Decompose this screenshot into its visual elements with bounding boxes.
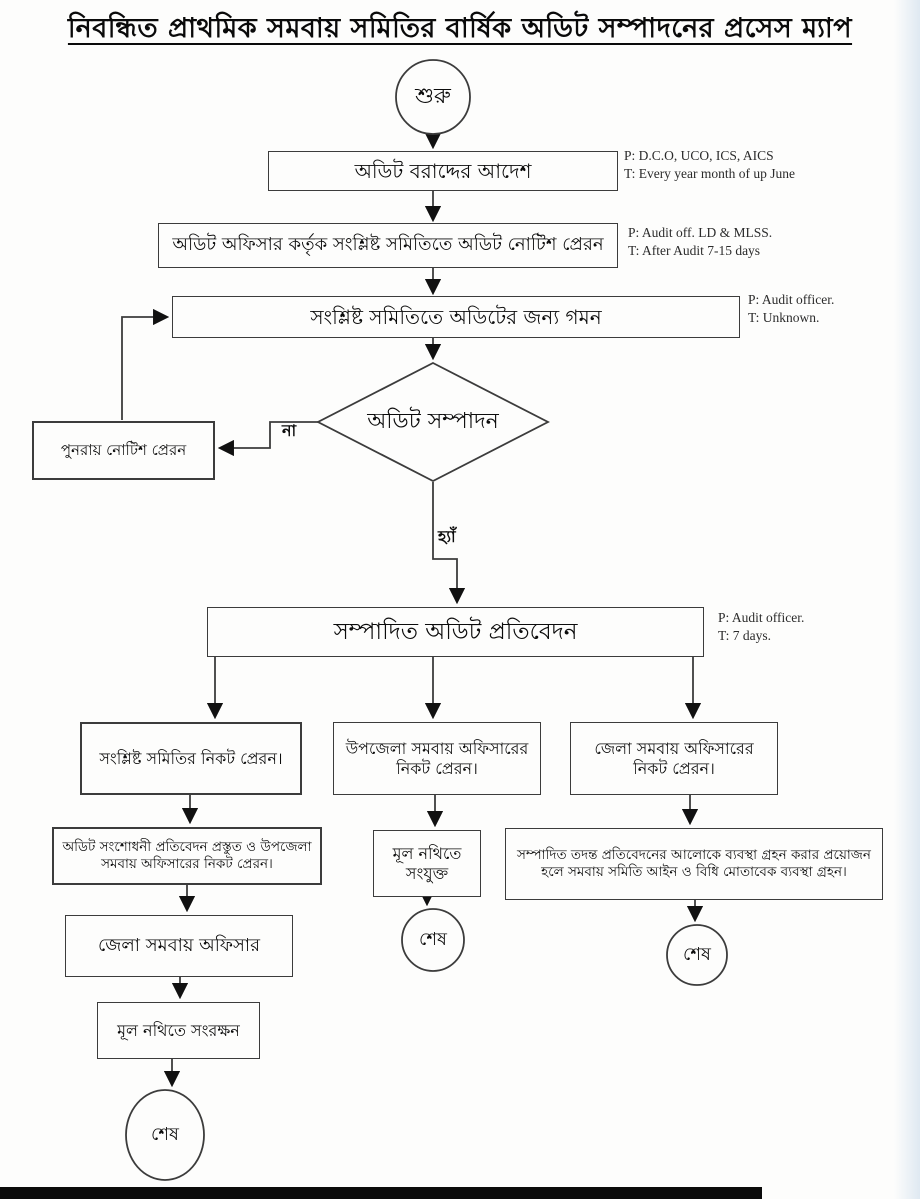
annotation-audit-order	[624, 147, 795, 183]
box-send-to-upazila: উপজেলা সমবায় অফিসারের নিকট প্রেরন।	[333, 722, 541, 795]
edge-label-yes: হ্যাঁ	[438, 527, 456, 546]
annotation-audit-report-p: P: Audit officer.	[718, 610, 805, 625]
box-send-to-district: জেলা সমবায় অফিসারের নিকট প্রেরন।	[570, 722, 778, 795]
annotation-audit-notice	[628, 224, 772, 260]
end-terminator-mid: শেষ	[419, 928, 447, 950]
decision-audit-done: অডিট সম্পাদন	[367, 408, 499, 434]
box-resend-notice: পুনরায় নোটিশ প্রেরন	[32, 421, 215, 480]
edge-label-no: না	[282, 421, 297, 440]
annotation-go-for-audit-t: T: Unknown.	[748, 310, 820, 326]
annotation-go-for-audit-p: P: Audit officer.	[748, 292, 835, 307]
annotation-audit-notice-t: T: After Audit 7-15 days	[628, 243, 761, 259]
end-terminator-left: শেষ	[151, 1123, 179, 1145]
page-title: নিবন্ধিত প্রাথমিক সমবায় সমিতির বার্ষিক অডিট সম্পাদনের প্রসেস ম্যাপ	[67, 13, 853, 44]
annotation-audit-order-p: P: D.C.O, UCO, ICS, AICS	[624, 148, 774, 163]
box-audit-order: অডিট বরাদ্দের আদেশ	[268, 151, 618, 191]
box-district-officer: জেলা সমবায় অফিসার	[65, 915, 293, 977]
annotation-audit-notice-p: P: Audit off. LD & MLSS.	[628, 225, 773, 240]
end-terminator-right: শেষ	[683, 943, 711, 965]
box-audit-report: সম্পাদিত অডিট প্রতিবেদন	[207, 607, 704, 657]
annotation-audit-report	[718, 609, 804, 645]
box-preserve-main-file: মূল নথিতে সংরক্ষন	[97, 1002, 260, 1059]
box-action-per-law: সম্পাদিত তদন্ত প্রতিবেদনের আলোকে ব্যবস্থা গ্রহন করার প্রয়োজন হলে সমবায় সমিতি আইন ও বিধি মোতাবেক ব্যবস্থা গ্রহন।	[505, 828, 883, 900]
box-go-for-audit: সংশ্লিষ্ট সমিতিতে অডিটের জন্য গমন	[172, 296, 740, 338]
box-send-to-society: সংশ্লিষ্ট সমিতির নিকট প্রেরন।	[80, 722, 302, 795]
box-audit-notice: অডিট অফিসার কর্তৃক সংশ্লিষ্ট সমিতিতে অডিট নোটিশ প্রেরন	[158, 223, 618, 268]
annotation-audit-order-t: T: Every year month of up June	[624, 166, 796, 182]
box-correction-report: অডিট সংশোধনী প্রতিবেদন প্রস্তুত ও উপজেলা সমবায় অফিসারের নিকট প্রেরন।	[52, 827, 322, 885]
annotation-audit-report-t: T: 7 days.	[718, 628, 771, 644]
start-terminator: শুরু	[415, 83, 451, 109]
box-attach-main-file: মূল নথিতে সংযুক্ত	[373, 830, 481, 897]
annotation-go-for-audit	[748, 291, 834, 327]
